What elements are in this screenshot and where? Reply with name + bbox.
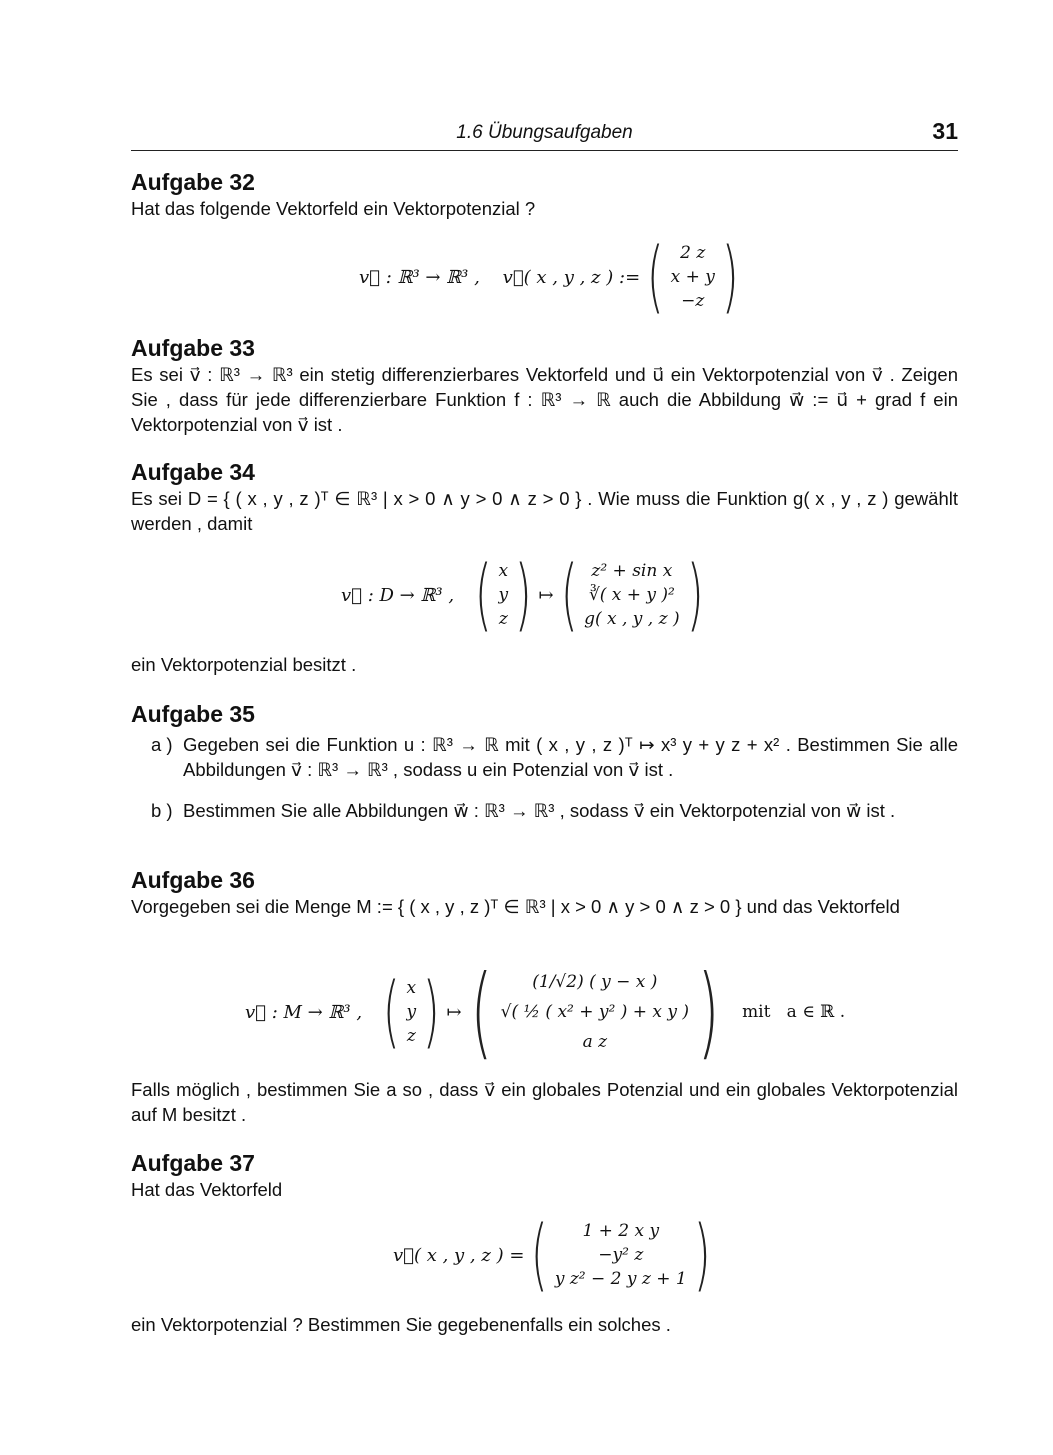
vector-entry: 1 + 2 x y (582, 1221, 660, 1241)
exercise-text: Falls möglich , bestimmen Sie a so , dass v⃗ ein globales Potenzial und ein globales Vektorpotenzial auf M besitzt . (131, 1079, 958, 1125)
item-text: Gegeben sei die Funktion u : ℝ³ → ℝ mit ( x , y , z )ᵀ ↦ x³ y + y z + x² . Bestimmen Sie alle Abbildungen v⃗ : ℝ³ → ℝ³ , sodass u ein Potenzial von v⃗ ist . (183, 734, 958, 780)
exercise-35 (131, 700, 958, 728)
argument-vector: ( x y z ) (474, 550, 532, 640)
exercise-33 (131, 334, 958, 437)
vector-entry: x (406, 978, 417, 998)
vector-entry: y (406, 1002, 417, 1022)
exercise-36-after (131, 1077, 958, 1127)
vector-entry: √( ½ ( x² + y² ) + x y ) (500, 1002, 690, 1022)
formula-32 (359, 232, 745, 322)
exercise-title: Aufgabe 32 (131, 169, 255, 195)
formula-36 (245, 953, 846, 1070)
exercise-37 (131, 1149, 958, 1202)
vector-entry: −z (681, 291, 705, 311)
result-vector: ( 2 z x + y −z ) (647, 232, 739, 322)
formula-condition: mit a ∈ ℝ . (742, 1002, 846, 1022)
item-label: a ) (151, 734, 173, 755)
vector-entry: −y² z (598, 1245, 644, 1265)
exercise-title: Aufgabe 34 (131, 459, 255, 485)
vector-entry: z (406, 1026, 416, 1046)
formula-lhs: v⃗ : ℝ³ → ℝ³ , v⃗( x , y , z ) := (359, 266, 641, 288)
exercise-title: Aufgabe 36 (131, 867, 255, 893)
exercise-text: Hat das Vektorfeld (131, 1179, 283, 1200)
exercise-37-after (131, 1312, 958, 1337)
exercise-34 (131, 458, 958, 536)
exercise-34-after (131, 652, 958, 677)
vector-entry: y z² − 2 y z + 1 (554, 1269, 687, 1289)
vector-entry: ∛( x + y )² (588, 585, 675, 605)
result-vector: ( 1 + 2 x y −y² z y z² − 2 y z + 1 ) (531, 1210, 711, 1300)
formula-lhs: v⃗ : D → ℝ³ , (341, 584, 455, 606)
exercise-36 (131, 866, 958, 919)
maps-to-symbol: ↦ (446, 1001, 462, 1023)
vector-entry: 2 z (680, 243, 706, 263)
vector-entry: (1/√2) ( y − x ) (532, 972, 658, 992)
vector-entry: x + y (670, 267, 715, 287)
argument-vector: ( x y z ) (382, 967, 440, 1057)
formula-lhs: v⃗( x , y , z ) = (393, 1244, 525, 1266)
formula-lhs: v⃗ : M → ℝ³ , (245, 1001, 363, 1023)
section-title: 1.6 Übungsaufgaben (456, 122, 633, 143)
vector-entry: z² + sin x (591, 561, 673, 581)
exercise-32 (131, 168, 958, 221)
result-vector: ( (1/√2) ( y − x ) √( ½ ( x² + y² ) + x y ) a z ) (470, 953, 720, 1070)
vector-entry: y (498, 585, 509, 605)
exercise-title: Aufgabe 35 (131, 701, 255, 727)
exercise-title: Aufgabe 33 (131, 335, 255, 361)
formula-37 (393, 1210, 717, 1300)
exercise-35-part-b (151, 798, 958, 823)
vector-entry: g( x , y , z ) (584, 609, 680, 629)
page-header (131, 118, 958, 151)
maps-to-symbol: ↦ (538, 584, 554, 606)
exercise-35-part-a (151, 732, 958, 782)
result-vector: ( z² + sin x ∛( x + y )² g( x , y , z ) ) (560, 550, 704, 640)
exercise-text: Es sei v⃗ : ℝ³ → ℝ³ ein stetig differenzierbares Vektorfeld und u⃗ ein Vektorpotenzial von v⃗ . Zeigen Sie , dass für jede differenzierbare Funktion f : ℝ³ → ℝ auch die Abbildung w⃗ := u⃗ + grad f ein Vektorpotenzial von v⃗ ist . (131, 364, 958, 435)
formula-34 (341, 550, 710, 640)
exercise-text: Vorgegeben sei die Menge M := { ( x , y , z )ᵀ ∈ ℝ³ | x > 0 ∧ y > 0 ∧ z > 0 } und das Vektorfeld (131, 896, 900, 917)
exercise-text: Hat das folgende Vektorfeld ein Vektorpotenzial ? (131, 198, 536, 219)
item-label: b ) (151, 800, 173, 821)
exercise-title: Aufgabe 37 (131, 1150, 255, 1176)
vector-entry: z (498, 609, 508, 629)
exercise-text: ein Vektorpotenzial ? Bestimmen Sie gegebenenfalls ein solches . (131, 1314, 671, 1335)
item-text: Bestimmen Sie alle Abbildungen w⃗ : ℝ³ → ℝ³ , sodass v⃗ ein Vektorpotenzial von w⃗ ist . (183, 800, 896, 821)
page-number: 31 (932, 118, 958, 144)
exercise-text: ein Vektorpotenzial besitzt . (131, 654, 357, 675)
exercise-text: Es sei D = { ( x , y , z )ᵀ ∈ ℝ³ | x > 0 ∧ y > 0 ∧ z > 0 } . Wie muss die Funktion g( x , y , z ) gewählt werden , damit (131, 488, 958, 534)
vector-entry: x (498, 561, 509, 581)
vector-entry: a z (582, 1032, 608, 1052)
